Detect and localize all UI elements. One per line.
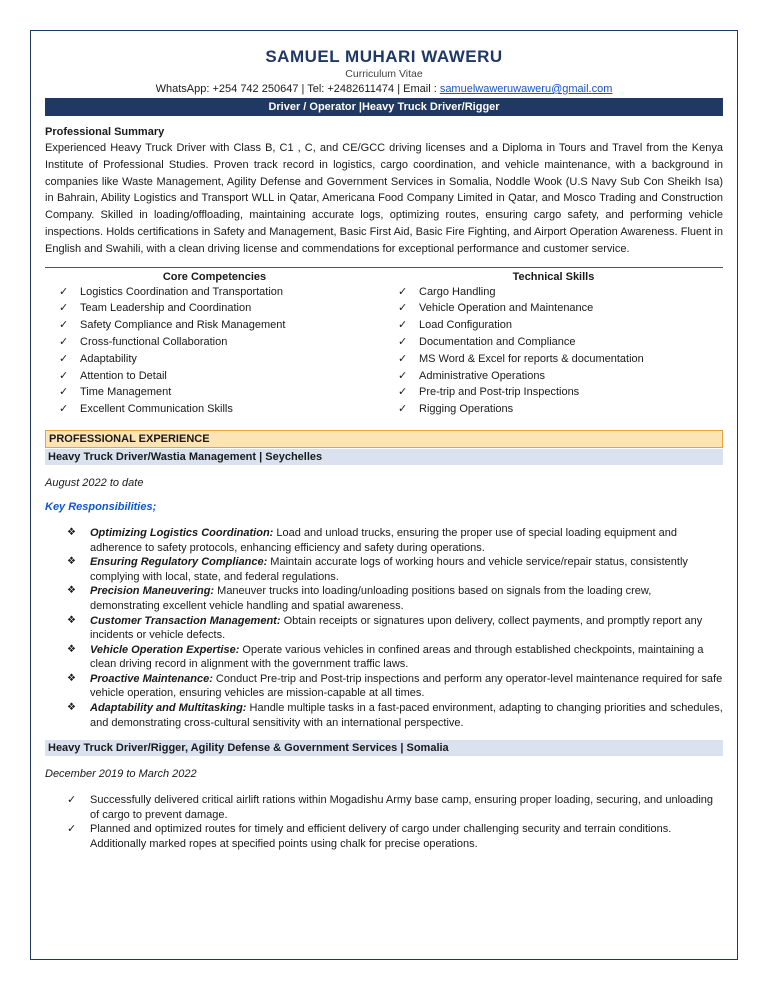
checkmark-icon: ✓ [398,352,408,365]
diamond-bullet-icon: ❖ [67,585,76,597]
responsibility-item [67,584,723,613]
job1-responsibilities [45,526,723,730]
job2-achievements [45,793,723,851]
skill-item [398,368,723,385]
achievement-text: Successfully delivered critical airlift rations within Mogadishu Army base camp, ensuring proper loading, securing, and unloading of cargo to prevent damage. [90,794,714,821]
skill-label: MS Word & Excel for reports & documentation [419,352,644,365]
job1-title: Heavy Truck Driver/Wastia Management | Seychelles [45,449,723,465]
checkmark-icon: ✓ [398,285,408,298]
skill-item [398,284,723,301]
responsibility-item [67,672,723,701]
skill-item [398,351,723,368]
resume-page [30,30,738,960]
diamond-bullet-icon: ❖ [67,643,76,655]
skill-item [59,334,384,351]
section-divider [45,267,723,268]
checkmark-icon: ✓ [398,335,408,348]
achievement-item [67,793,723,822]
job1-date: August 2022 to date [45,476,144,489]
responsibility-lead: Ensuring Regulatory Compliance: [90,556,268,569]
responsibility-text: Load and unload trucks, ensuring the proper use of special loading equipment and adherence to safety protocols, enhancing efficiency and safety during operations. [90,526,677,554]
contact-line [45,83,723,95]
checkmark-icon: ✓ [59,403,69,416]
responsibility-lead: Vehicle Operation Expertise: [90,643,240,656]
checkmark-icon: ✓ [59,352,69,365]
skill-label: Logistics Coordination and Transportation [80,285,284,298]
skill-item [59,368,384,385]
responsibility-text: Handle multiple tasks in a fast-paced environment, adapting to changing priorities and schedules, and demonstrating cross-cultural sensitivity with an international perspective. [90,702,723,729]
diamond-bullet-icon: ❖ [67,614,76,626]
checkmark-icon: ✓ [398,302,408,315]
email-link[interactable]: samuelwaweruwaweru@gmail.com [439,83,613,95]
skill-item [59,317,384,334]
checkmark-icon: ✓ [67,823,77,836]
diamond-bullet-icon: ❖ [67,672,76,684]
responsibility-item [67,643,723,672]
summary-text: Experienced Heavy Truck Driver with Class B, C1 , C, and CE/GCC driving licenses and a Diploma in Tours and Travel from the Kenya Institute of Professional Studies. Proven track record in logistics, cargo coordination, and vehicle maintenance, with a background in companies like Waste Management, Agility Defense and Government Services in Somalia, Noddle Wook (U.S Navy Sub Con Sheikh Isa) in Bahrain, Ability Logistics and Transport WLL in Qatar, Americana Food Company Limited in Qatar, and Mosco Trading and Construction Company. Skilled in loading/offloading, maintaining accurate logs, optimizing routes, ensuring cargo safety, and performing vehicle inspections. Holds certifications in Safety and Management, Basic First Aid, Basic Fire Fighting, and Airport Operation Awareness. Fluent in English and Swahili, with a clean driving license and commendations for exceptional performance and customer service. [45,142,723,255]
skill-item [59,384,384,401]
diamond-bullet-icon: ❖ [67,702,76,714]
responsibility-item [67,555,723,584]
skill-label: Time Management [80,386,172,399]
job2-title: Heavy Truck Driver/Rigger, Agility Defense & Government Services | Somalia [45,740,723,756]
skill-item [398,401,723,418]
skill-label: Pre-trip and Post-trip Inspections [419,386,580,399]
responsibility-lead: Customer Transaction Management: [90,614,281,627]
skills-columns [45,271,723,418]
checkmark-icon: ✓ [59,386,69,399]
technical-skills-list [384,284,723,418]
achievement-item [67,822,723,851]
document-subtitle: Curriculum Vitae [345,68,423,80]
responsibility-text: Conduct Pre-trip and Post-trip inspections and perform any operator-level maintenance required for safe vehicle operation, ensuring vehicles are mission-capable at all times. [90,672,723,700]
skill-item [398,317,723,334]
skill-item [59,300,384,317]
core-competencies-list [45,284,384,418]
core-competencies [45,271,384,418]
responsibility-text: Maintain accurate logs of working hours and vehicle service/repair status, consistently complying with local, state, and federal regulations. [90,556,688,583]
skill-label: Adaptability [80,352,137,365]
contact-details: WhatsApp: +254 742 250647 | Tel: +2482611474 | Email : [155,83,440,95]
resume-content [45,41,723,852]
diamond-bullet-icon: ❖ [67,526,76,538]
checkmark-icon: ✓ [398,403,408,416]
skill-item [398,334,723,351]
skill-item [59,351,384,368]
skill-label: Cargo Handling [419,285,496,298]
skill-item [398,384,723,401]
responsibility-lead: Proactive Maintenance: [90,672,213,685]
responsibility-item [67,614,723,643]
checkmark-icon: ✓ [398,386,408,399]
skill-item [59,401,384,418]
achievement-text: Planned and optimized routes for timely and efficient delivery of cargo under challenging security and terrain conditions. Additionally marked ropes at specified points using chalk for precise operations. [90,823,672,851]
role-banner: Driver / Operator |Heavy Truck Driver/Rigger [45,98,723,116]
candidate-name: SAMUEL MUHARI WAWERU [265,47,503,66]
checkmark-icon: ✓ [59,369,69,382]
responsibility-text: Operate various vehicles in confined areas and through established checkpoints, maintaining a clean driving record in alignment with the government traffic laws. [90,643,704,671]
responsibility-text: Maneuver trucks into loading/unloading positions based on signals from the loading crew, demonstrating excellent vehicle handling and spatial awareness. [90,585,652,612]
skill-label: Safety Compliance and Risk Management [80,319,286,332]
checkmark-icon: ✓ [67,794,77,807]
diamond-bullet-icon: ❖ [67,556,76,568]
skill-item [59,284,384,301]
skill-label: Administrative Operations [419,369,545,382]
summary-heading: Professional Summary [45,126,165,138]
skill-label: Vehicle Operation and Maintenance [419,302,594,315]
responsibility-item [67,526,723,555]
core-competencies-heading: Core Competencies [162,270,267,283]
job2-date: December 2019 to March 2022 [45,768,197,781]
responsibility-text: Obtain receipts or signatures upon delivery, collect payments, and promptly report any incidents or vehicle defects. [90,614,703,642]
experience-heading: PROFESSIONAL EXPERIENCE [45,430,723,448]
skill-label: Load Configuration [419,319,512,332]
responsibility-lead: Precision Maneuvering: [90,585,215,598]
responsibility-item [67,701,723,730]
skill-label: Documentation and Compliance [419,335,576,348]
checkmark-icon: ✓ [398,369,408,382]
skill-label: Excellent Communication Skills [80,403,233,416]
skill-item [398,300,723,317]
checkmark-icon: ✓ [59,319,69,332]
skill-label: Cross-functional Collaboration [80,335,228,348]
technical-skills-heading: Technical Skills [512,270,595,283]
skill-label: Rigging Operations [419,403,514,416]
checkmark-icon: ✓ [59,285,69,298]
responsibility-lead: Optimizing Logistics Coordination: [90,526,274,539]
skill-label: Team Leadership and Coordination [80,302,252,315]
responsibility-lead: Adaptability and Multitasking: [90,702,247,715]
key-responsibilities-label: Key Responsibilities; [45,500,157,513]
checkmark-icon: ✓ [59,302,69,315]
checkmark-icon: ✓ [59,335,69,348]
technical-skills [384,271,723,418]
skill-label: Attention to Detail [80,369,167,382]
checkmark-icon: ✓ [398,319,408,332]
